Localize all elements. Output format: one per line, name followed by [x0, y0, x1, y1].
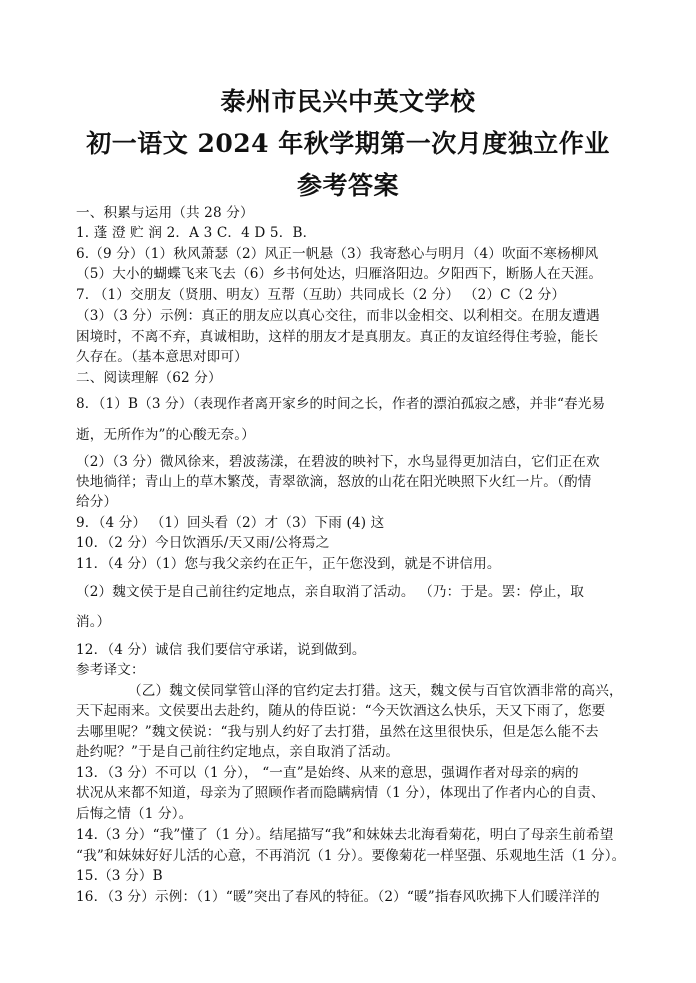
answer-line: （2）魏文侯于是自己前往约定地点，亲自取消了活动。 （乃：于是。罢：停止，取: [76, 584, 585, 600]
answer-line: 后悔之情（1 分）。: [76, 806, 193, 822]
answer-line: 11．（4 分）（1）您与我父亲约在正午，正午您没到，就是不讲信用。: [76, 556, 501, 572]
answer-line: 给分）: [76, 494, 118, 510]
answer-line: 14.（3 分）“我”懂了（1 分）。结尾描写“我”和妹妹去北海看菊花，明白了母亲生前希望: [76, 827, 614, 843]
answer-line: 状况从来都不知道，母亲为了照顾作者而隐瞒病情（1 分），体现出了作者内心的自责、: [76, 785, 605, 801]
answer-line: 6.（9 分）（1）秋风萧瑟（2）风正一帆悬（3）我寄愁心与明月（4）吹面不寒杨柳风: [76, 246, 599, 262]
translation-line: 赴约呢？”于是自己前往约定地点，亲自取消了活动。: [76, 744, 400, 760]
answer-line: “我”和妹妹好好儿活的心意，不再消沉（1 分）。要像菊花一样坚强、乐观地生活（1 分）。: [76, 848, 626, 864]
translation-heading: 参考译文：: [76, 662, 145, 678]
answer-line: 久存在。（基本意思对即可）: [76, 349, 248, 365]
exam-title: 初一语文 2024 年秋学期第一次月度独立作业: [86, 129, 610, 158]
section-heading-1: 一、积累与运用（共 28 分）: [76, 205, 254, 221]
answer-line: 15.（3 分）B: [76, 868, 163, 884]
answer-line: 8．（1）B（3 分）（表现作者离开家乡的时间之长，作者的漂泊孤寂之感，并非“春光易: [76, 396, 606, 412]
answer-line: 13．（3 分）不可以（1 分）， “一直”是始终、从来的意思，强调作者对母亲的病的: [76, 765, 579, 781]
translation-line: 去哪里呢？”魏文侯说：“我与别人约好了去打猎，虽然在这里很快乐，但是怎么能不去: [76, 724, 599, 740]
answer-line: （3）（3 分）示例：真正的朋友应以真心交往，而非以金相交、以利相交。在朋友遭遇: [76, 308, 600, 324]
answer-line: 困境时，不离不弃，真诚相助，这样的朋友才是真朋友。真正的友谊经得住考验，能长: [76, 329, 599, 345]
school-title: 泰州市民兴中英文学校: [220, 87, 476, 116]
translation-line: 天下起雨来。文侯要出去赴约，随从的侍臣说：“今天饮酒这么快乐，天又下雨了，您要: [76, 703, 606, 719]
answer-line: 快地徜徉；青山上的草木繁茂，青翠欲滴，怒放的山花在阳光映照下火红一片。（酌情: [76, 474, 592, 490]
answer-line: 1. 蓬 澄 贮 润 2．A 3 C．4 D 5．B．: [76, 225, 317, 241]
document-title: 参考答案: [296, 171, 399, 200]
answer-line: 10．（2 分）今日饮酒乐/天又雨/公将焉之: [76, 535, 330, 551]
answer-line: 9．（4 分） （1）回头看（2）才（3）下雨 (4) 这: [76, 515, 385, 531]
translation-line: （乙）魏文侯同掌管山泽的官约定去打猎。这天，魏文侯与百官饮酒非常的高兴，: [128, 683, 623, 699]
answer-line: 12．（4 分）诚信 我们要信守承诺，说到做到。: [76, 642, 366, 658]
answer-line: （2）（3 分）微风徐来，碧波荡漾，在碧波的映衬下，水鸟显得更加洁白，它们正在欢: [76, 454, 600, 470]
answer-line: 16．（3 分）示例：（1）“暖”突出了春风的特征。（2）“暖”指春风吹拂下人们暖洋洋的: [76, 889, 600, 905]
answer-line: 逝，无所作为”的心酸无奈。）: [76, 427, 255, 443]
answer-line: （5）大小的蝴蝶飞来飞去（6）乡书何处达，归雁洛阳边。夕阳西下，断肠人在天涯。: [76, 266, 603, 282]
answer-line: 7. （1）交朋友（贤朋、明友）互帮（互助）共同成长（2 分） （2）C（2 分）: [76, 287, 566, 303]
section-heading-2: 二、阅读理解（62 分）: [76, 370, 222, 386]
answer-line: 消。）: [76, 614, 111, 630]
